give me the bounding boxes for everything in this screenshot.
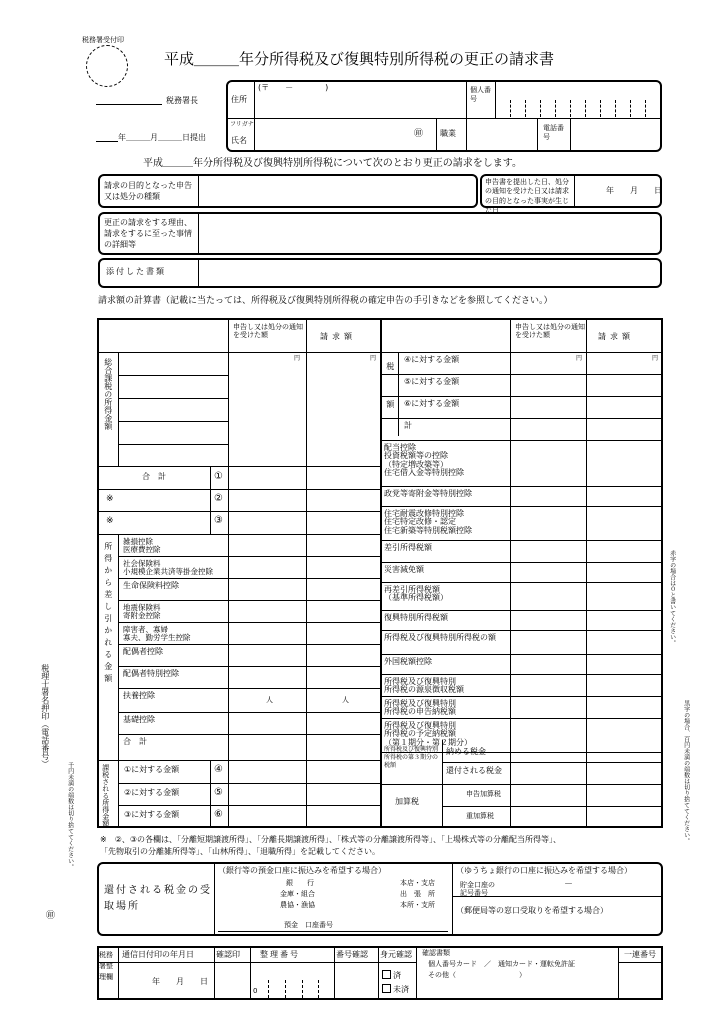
my-number-label: 個人番号 (470, 86, 491, 104)
right-row-line (380, 440, 663, 441)
right-row-label: 外国税額控除 (384, 657, 432, 666)
right-row-line (380, 718, 663, 719)
comm-ymd: 年 月 日 (152, 977, 208, 986)
submission-date: 年＿＿＿月＿＿＿日提出 (118, 133, 206, 142)
taxable-num: ④ (214, 764, 223, 775)
right-row-line (380, 752, 663, 753)
total1-label: 合 計 (142, 472, 166, 481)
refund-tax: 還付される税金 (446, 766, 502, 775)
right-row-label: 計 (404, 421, 412, 430)
taxable-num: ⑤ (214, 786, 223, 798)
deduction-label: 基礎控除 (123, 715, 155, 724)
right-row-line (380, 630, 663, 631)
right-row-line (380, 582, 663, 583)
col-claim: 請求額 (320, 332, 356, 341)
group-income: 総合課税の所得金額 (103, 358, 113, 430)
ref-num-label: 整理番号 (260, 950, 300, 959)
num-confirm-label: 番号確認 (336, 950, 368, 959)
deduction-line (118, 556, 380, 557)
deduction-label: 配偶者控除 (123, 647, 163, 656)
footnote: ※ ②、③の各欄は、「分離短期譲渡所得」、「分離長期譲渡所得」、「株式等の分離譲渡所得等」、「上場株式等の分離配当所得等」、 「先物取引の分離雑所得等」、「山林所得」、「退職所得」を記載してください。 (100, 835, 562, 856)
bank-header: （銀行等の預金口座に振込みを希望する場合） (218, 866, 386, 875)
yen-label: 円 (576, 355, 583, 362)
branch-label: 本店・支店 (400, 879, 435, 887)
taxable-label: ①に対する金額 (124, 765, 180, 774)
deduction-label: 生命保険料控除 (123, 581, 179, 590)
right-row-label: 所得税及び復興特別 所得税の源泉徴収税額 (384, 677, 464, 695)
comm-date: 通信日付印の年月日 (122, 950, 194, 959)
deduction-line (118, 644, 380, 645)
deduction-label: 合 計 (123, 737, 147, 746)
right-row-label: 住宅耐震改修特別控除 住宅特定改修・認定 住宅新築等特別税額控除 (384, 509, 472, 535)
pay-tax: 納める税金 (446, 747, 486, 756)
right-row-line (380, 610, 663, 611)
right-row-line (380, 562, 663, 563)
deduction-label: 雑損控除 医療費控除 (123, 537, 161, 554)
right-row-line (380, 540, 663, 541)
honsho-label: 本所・支所 (400, 901, 435, 909)
taxable-label: ③に対する金額 (124, 810, 180, 820)
right-row-label: 災害減免額 (384, 565, 424, 574)
right-row-line (380, 674, 663, 675)
deduction-label: 社会保険料 小規模企業共済等掛金控除 (123, 559, 213, 576)
deduction-line (118, 688, 380, 689)
col-declared-right: 申告し又は処分の通知を受けた額 (515, 323, 585, 340)
occupation-label: 職業 (440, 129, 456, 138)
right-row-label: 再差引所得税額 （基準所得税額） (384, 585, 448, 603)
deduction-line (118, 600, 380, 601)
deduction-label: 扶養控除 (123, 691, 155, 700)
address-label: 住所 (231, 95, 247, 104)
deduction-label: 配偶者特別控除 (123, 669, 179, 678)
done-label: 済 (393, 971, 401, 980)
yen-label: 円 (294, 355, 301, 362)
circle-3: ③ (214, 515, 223, 526)
right-row-label: ⑤に対する金額 (404, 377, 460, 386)
confirm-label: 確認印 (216, 950, 240, 959)
account-label: 預金 口座番号 (284, 921, 333, 929)
mark-3: ※ (106, 516, 114, 526)
third-period-label: 所得税及び復興特別所得税の第３期分の税額 (384, 746, 439, 769)
deduction-label: 障害者、寡婦 寡夫、勤労学生控除 (123, 625, 191, 642)
deduction-label: 地震保険料 寄附金控除 (123, 603, 161, 620)
right-row-label: 配当控除 投資税額等の控除 （特定増改築等） 住宅借入金等特別控除 (384, 443, 464, 478)
right-row-line (380, 396, 663, 397)
check-done[interactable] (382, 970, 401, 980)
right-row-line (380, 506, 663, 507)
receipt-stamp-circle (86, 45, 128, 87)
group-taxable: 課税される所得金額 (101, 764, 110, 827)
bank-label: 銀 行 (286, 879, 314, 887)
side-note-red: 赤字の場合は０と書いてください。 (668, 550, 676, 646)
attached-label: 添付した書類 (106, 267, 166, 276)
furigana-label: フリガナ (230, 121, 254, 128)
right-row-label: 所得税及び復興特別 所得税の申告納税額 (384, 699, 456, 717)
deduction-line (118, 712, 380, 713)
right-row-label: 政党等寄附金等特別控除 (384, 489, 472, 498)
right-row-line (380, 418, 663, 419)
right-row-line (380, 374, 663, 375)
right-row-line (380, 654, 663, 655)
right-row-label: 差引所得税額 (384, 543, 432, 552)
circle-2: ② (214, 493, 223, 504)
date-fields[interactable]: 年 月 日 (606, 186, 662, 195)
form-title: 平成＿＿＿年分所得税及び復興特別所得税の更正の請求書 (164, 50, 555, 68)
deduction-line (118, 666, 380, 667)
taxable-num: ⑥ (214, 809, 223, 821)
right-row-line (380, 696, 663, 697)
docs-label: 確認書類 (422, 949, 450, 957)
shucchosho-label: 出 張 所 (400, 890, 435, 898)
mark-2: ※ (106, 494, 114, 504)
check-not-done[interactable] (382, 984, 409, 994)
right-row-line (380, 486, 663, 487)
intro-text: 平成＿＿＿年分所得税及び復興特別所得税について次のとおり更正の請求をします。 (143, 158, 522, 169)
serial-label: 一連番号 (624, 950, 656, 959)
yen-label: 円 (652, 355, 659, 362)
checkbox-not-done[interactable] (382, 984, 391, 993)
seal-mark: ㊞ (414, 129, 424, 139)
checkbox-done[interactable] (382, 970, 391, 979)
kinko-label: 金庫・組合 (280, 890, 315, 898)
group-deductions: 所得から差し引かれる金額 (103, 542, 113, 686)
docs-line2: その他（ ） (428, 971, 526, 979)
declared-addition: 申告加算税 (466, 790, 501, 798)
right-row-label: ④に対する金額 (404, 355, 460, 364)
detail-label: 更正の請求をする理由、請求をするに至った事情の詳細等 (104, 218, 192, 249)
name-label: 氏名 (231, 136, 247, 145)
taxable-label: ②に対する金額 (124, 787, 180, 797)
thousand-note: 千円未満の端数は切り捨ててください。 (66, 762, 74, 870)
person-unit: 人 (342, 696, 349, 704)
tax-accountant: 税理士署名押印（電話番号） (40, 664, 50, 768)
reason-label: 請求の目的となった申告又は処分の種類 (104, 181, 192, 201)
right-row-label: ⑥に対する金額 (404, 399, 460, 408)
col-declared: 申告し又は処分の通知を受けた額 (233, 323, 303, 340)
phone-label: 電話番号 (543, 124, 564, 142)
addition-tax: 加算税 (395, 797, 419, 806)
tax-office-suffix: 税務署長 (166, 96, 198, 105)
side-note-black: 黒字の場合、百円未満の端数は切り捨ててください。 (682, 700, 690, 844)
calc-heading: 請求額の計算書（記載に当たっては、所得税及び復興特別所得税の確定申告の手引きなどを参照してください。） (98, 296, 553, 306)
zero-mark: 0 (253, 987, 258, 995)
yen-label: 円 (370, 355, 377, 362)
deduction-line (118, 622, 380, 623)
id-confirm-label: 身元確認 (380, 950, 412, 959)
nokyo-label: 農協・漁協 (280, 901, 315, 909)
refund-label: 還付される税金の受取場所 (104, 885, 212, 912)
post-header: （郵便局等の窓口受取りを希望する場合） (456, 906, 608, 915)
postal-code[interactable]: (〒 － ) (258, 83, 329, 92)
stamp-label: 税務署受付印 (82, 36, 124, 44)
deduction-line (118, 578, 380, 579)
circle-1: ① (214, 471, 223, 482)
right-row-label: 所得税及び復興特別 所得税の予定納税額 （第１期分・第２期分） (384, 721, 472, 747)
heavy-addition: 重加算税 (466, 812, 494, 820)
person-unit: 人 (266, 696, 273, 704)
not-done-label: 未済 (393, 985, 409, 994)
attached-box (98, 258, 662, 288)
deduction-line (118, 734, 380, 735)
col-claim-right: 請求額 (598, 332, 634, 341)
savings-label: 貯金口座の記号番号 (460, 881, 495, 898)
date-label: 申告書を提出した日、処分の通知を受けた日又は請求の目的となった事実が生じた日 (485, 178, 569, 215)
seal-mark-left: ㊞ (46, 911, 56, 921)
right-row-label: 復興特別所得税額 (384, 613, 448, 622)
docs-line1: 個人番号カード ／ 通知カード・運転免許証 (428, 960, 575, 968)
right-row-label: 所得税及び復興特別所得税の額 (384, 633, 496, 642)
office-label: 税務署整理欄 (99, 951, 113, 981)
yucho-header: （ゆうちょ銀行の口座に振込みを希望する場合） (456, 866, 632, 875)
group-tax: 税額 (385, 362, 395, 438)
savings-dash: － (564, 880, 574, 890)
